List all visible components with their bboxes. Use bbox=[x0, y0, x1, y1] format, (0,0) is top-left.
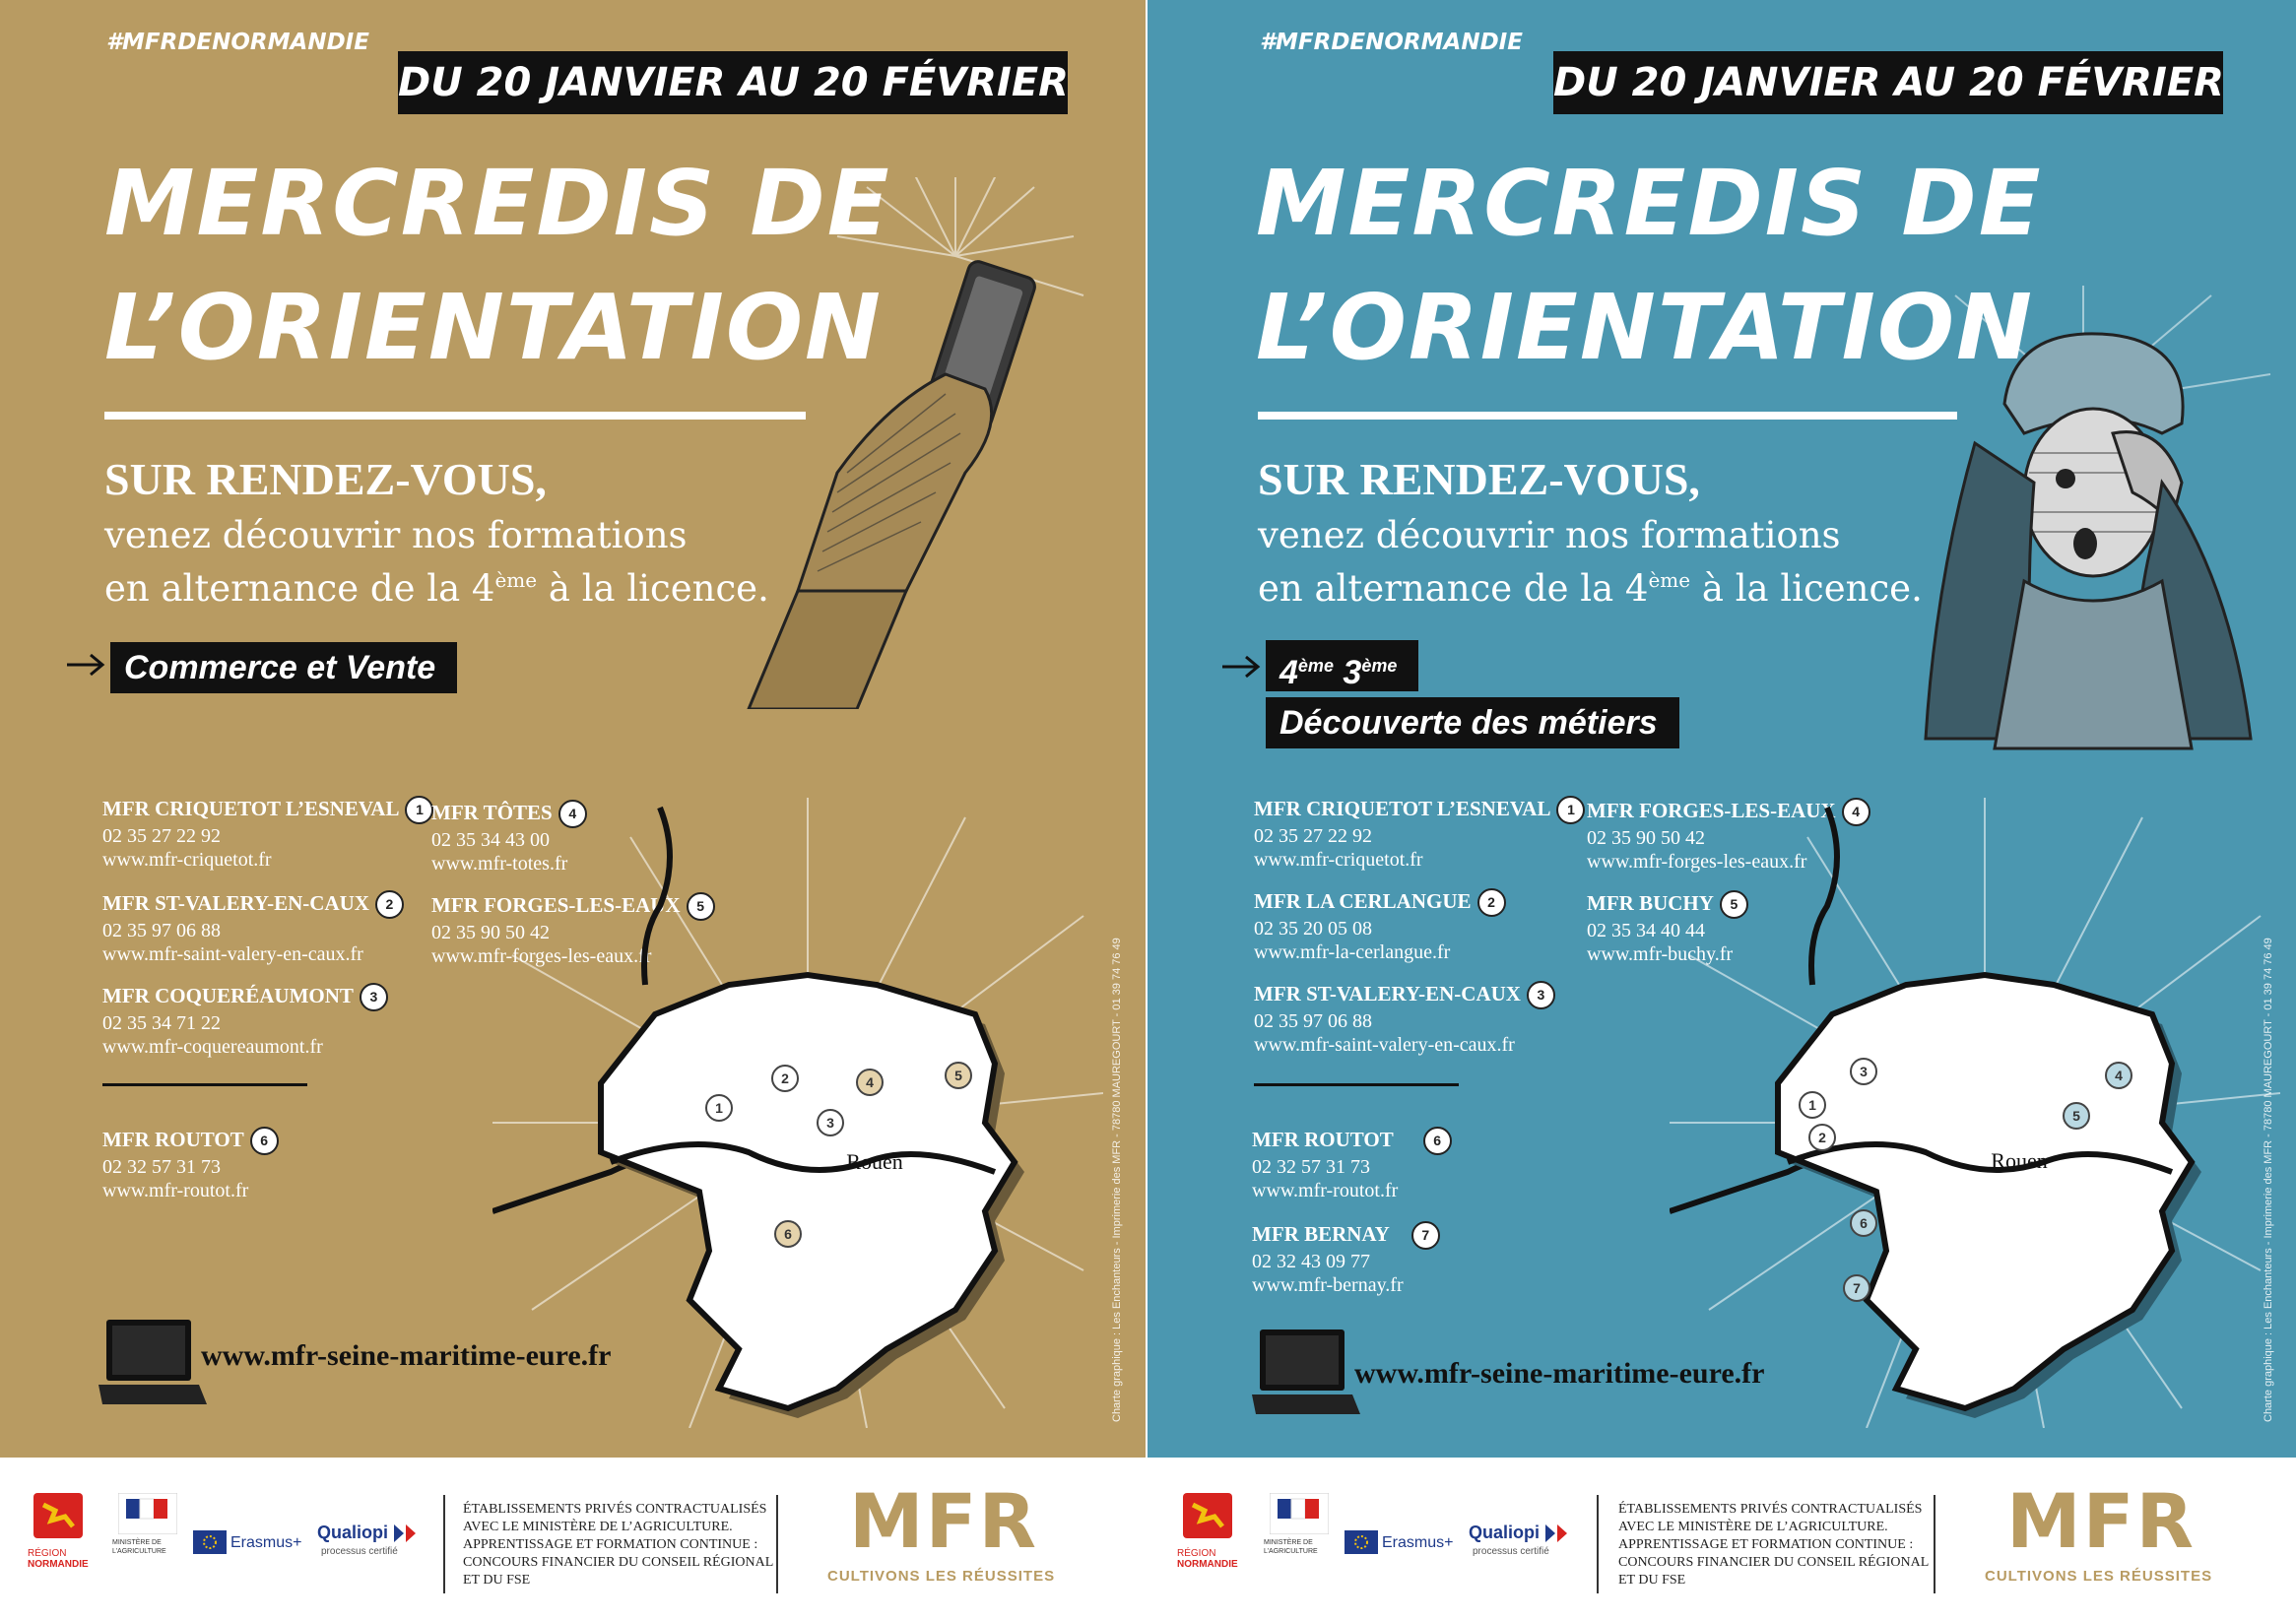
tag-grades bbox=[1266, 640, 1418, 691]
subtitle-appointment: SUR RENDEZ-VOUS, bbox=[104, 454, 547, 504]
contact-name: MFR CRIQUETOT L’ESNEVAL bbox=[1254, 797, 1551, 820]
contact-name: MFR LA CERLANGUE bbox=[1254, 889, 1472, 913]
map-marker-3: 3 bbox=[1860, 1064, 1868, 1079]
contact-name: MFR TÔTES bbox=[431, 801, 553, 824]
ministry-logo-icon bbox=[118, 1493, 177, 1534]
map-marker-2: 2 bbox=[1818, 1130, 1826, 1145]
contact-phone: 02 35 97 06 88 bbox=[102, 920, 221, 941]
qualiopi-arrows-icon bbox=[1545, 1524, 1569, 1542]
map-marker-4: 4 bbox=[2115, 1068, 2123, 1083]
map-marker-4: 4 bbox=[866, 1074, 874, 1090]
contact-name: MFR FORGES-LES-EAUX bbox=[1587, 799, 1836, 822]
contact-number-badge: 3 bbox=[360, 983, 388, 1011]
contact-website[interactable]: www.mfr-coquereaumont.fr bbox=[102, 1036, 323, 1058]
contact-phone: 02 35 20 05 08 bbox=[1254, 918, 1372, 940]
contact-phone: 02 35 90 50 42 bbox=[1587, 827, 1705, 849]
contact-website[interactable]: www.mfr-criquetot.fr bbox=[1254, 849, 1423, 871]
arrow-right-icon bbox=[1222, 652, 1262, 681]
contact-number-badge: 4 bbox=[558, 800, 587, 828]
hashtag: #MFRDENORMANDIE bbox=[106, 30, 369, 55]
contact-website[interactable]: www.mfr-routot.fr bbox=[1252, 1180, 1399, 1201]
tag-grade-3-sup: ème bbox=[1361, 656, 1398, 676]
eu-flag-icon bbox=[1345, 1530, 1378, 1554]
contact-routot bbox=[102, 1127, 279, 1202]
contact-phone: 02 35 34 43 00 bbox=[431, 829, 550, 851]
print-credit: Charte graphique : Les Enchanteurs - Imprimerie des MFR - 78780 MAUREGOURT - 01 39 74 76 49 bbox=[2263, 938, 2274, 1422]
legal-line: CONCOURS FINANCIER DU CONSEIL RÉGIONAL bbox=[1618, 1555, 1930, 1570]
footer-separator bbox=[1597, 1495, 1599, 1593]
mfr-tagline: CULTIVONS LES RÉUSSITES bbox=[1985, 1568, 2213, 1585]
region-label bbox=[28, 1548, 89, 1570]
subtitle-appointment: SUR RENDEZ-VOUS, bbox=[1258, 454, 1700, 504]
contact-st-valery bbox=[102, 890, 404, 966]
contact-number-badge: 2 bbox=[1477, 888, 1506, 917]
title-line-2: L’ORIENTATION bbox=[1256, 275, 2035, 380]
region-label-line-2: NORMANDIE bbox=[28, 1559, 89, 1570]
qualiopi-label: Qualiopi bbox=[1469, 1523, 1540, 1542]
ministry-logo-icon bbox=[1270, 1493, 1329, 1534]
region-label bbox=[1177, 1548, 1238, 1570]
contact-website[interactable]: www.mfr-forges-les-eaux.fr bbox=[1587, 851, 1807, 873]
subtitle-line-2-sup: ème bbox=[1648, 568, 1691, 592]
contact-website[interactable]: www.mfr-saint-valery-en-caux.fr bbox=[102, 943, 363, 965]
map-marker-7: 7 bbox=[1853, 1280, 1861, 1296]
subtitle-line-2-pre: en alternance de la 4 bbox=[104, 567, 495, 610]
print-credit: Charte graphique : Les Enchanteurs - Imprimerie des MFR - 78780 MAUREGOURT - 01 39 74 76 49 bbox=[1111, 938, 1123, 1422]
contact-phone: 02 35 34 40 44 bbox=[1587, 920, 1705, 941]
region-label-line-1: RÉGION bbox=[28, 1548, 67, 1559]
footer-separator bbox=[443, 1495, 445, 1593]
subtitle-line-2-post: à la licence. bbox=[1690, 567, 1923, 610]
contact-name: MFR BERNAY bbox=[1252, 1222, 1390, 1246]
contacts-divider bbox=[1254, 1083, 1459, 1086]
subtitle-line-2-sup: ème bbox=[494, 568, 538, 592]
legal-line: ÉTABLISSEMENTS PRIVÉS CONTRACTUALISÉS bbox=[463, 1502, 767, 1517]
eu-flag-icon bbox=[193, 1530, 227, 1554]
footer-separator bbox=[1934, 1495, 1935, 1593]
mfr-tagline: CULTIVONS LES RÉUSSITES bbox=[827, 1568, 1056, 1585]
contact-number-badge: 4 bbox=[1842, 798, 1870, 826]
arrow-right-icon bbox=[67, 650, 106, 680]
map-marker-6: 6 bbox=[1860, 1215, 1868, 1231]
normandy-map bbox=[1670, 798, 2280, 1428]
contact-name: MFR COQUERÉAUMONT bbox=[102, 984, 354, 1007]
date-banner: DU 20 JANVIER AU 20 FÉVRIER bbox=[398, 51, 1068, 114]
erasmus-label: Erasmus+ bbox=[230, 1534, 302, 1551]
title-line-2: L’ORIENTATION bbox=[104, 275, 884, 380]
subtitle-line-1: venez découvrir nos formations bbox=[1258, 514, 1841, 556]
main-website[interactable]: www.mfr-seine-maritime-eure.fr bbox=[201, 1339, 612, 1372]
title-line-1: MERCREDIS DE bbox=[1256, 151, 2043, 256]
contact-number-badge: 5 bbox=[687, 892, 715, 921]
contact-phone: 02 35 27 22 92 bbox=[1254, 825, 1372, 847]
map-city-label: Rouen bbox=[1991, 1148, 2048, 1173]
contact-phone: 02 35 97 06 88 bbox=[1254, 1010, 1372, 1032]
legal-line: AVEC LE MINISTÈRE DE L’AGRICULTURE. bbox=[463, 1520, 733, 1534]
region-label-line-1: RÉGION bbox=[1177, 1548, 1216, 1559]
flyer-commerce-vente bbox=[0, 0, 1146, 1621]
subtitle-line-2 bbox=[104, 567, 769, 610]
contact-phone: 02 35 90 50 42 bbox=[431, 922, 550, 943]
contact-la-cerlangue bbox=[1254, 888, 1506, 964]
contact-criquetot bbox=[1254, 796, 1585, 872]
contact-name: MFR BUCHY bbox=[1587, 891, 1714, 915]
region-normandie-logo-icon bbox=[1183, 1493, 1232, 1538]
legal-line: AVEC LE MINISTÈRE DE L’AGRICULTURE. bbox=[1618, 1520, 1888, 1534]
map-marker-2: 2 bbox=[781, 1070, 789, 1086]
mfr-logo: MFR bbox=[2006, 1477, 2197, 1565]
contact-number-badge: 3 bbox=[1527, 981, 1555, 1009]
contact-phone: 02 32 57 31 73 bbox=[102, 1156, 221, 1178]
contact-website[interactable]: www.mfr-saint-valery-en-caux.fr bbox=[1254, 1034, 1515, 1056]
legal-line: ÉTABLISSEMENTS PRIVÉS CONTRACTUALISÉS bbox=[1618, 1502, 1923, 1517]
contact-name: MFR ROUTOT bbox=[1252, 1128, 1394, 1151]
legal-line: APPRENTISSAGE ET FORMATION CONTINUE : bbox=[1618, 1537, 1914, 1552]
contact-number-badge: 2 bbox=[375, 890, 404, 919]
contact-phone: 02 35 27 22 92 bbox=[102, 825, 221, 847]
legal-line: CONCOURS FINANCIER DU CONSEIL RÉGIONAL bbox=[463, 1555, 774, 1570]
footer bbox=[0, 1458, 1146, 1621]
title-underline bbox=[1258, 412, 1957, 420]
qualiopi-sub: processus certifié bbox=[321, 1546, 398, 1557]
title-line-1: MERCREDIS DE bbox=[104, 151, 891, 256]
laptop-icon bbox=[1252, 1326, 1360, 1420]
footer bbox=[1148, 1458, 2296, 1621]
title-underline bbox=[104, 412, 806, 420]
subtitle-line-2 bbox=[1258, 567, 1923, 610]
normandy-map bbox=[492, 798, 1103, 1428]
legal-line: APPRENTISSAGE ET FORMATION CONTINUE : bbox=[463, 1537, 758, 1552]
map-marker-6: 6 bbox=[784, 1226, 792, 1242]
ministry-label: MINISTÈRE DE L’AGRICULTURE bbox=[1264, 1539, 1318, 1555]
legal-text bbox=[1618, 1501, 1929, 1589]
contact-website[interactable]: www.mfr-la-cerlangue.fr bbox=[1254, 941, 1451, 963]
date-banner: DU 20 JANVIER AU 20 FÉVRIER bbox=[1553, 51, 2223, 114]
ministry-label: MINISTÈRE DE L’AGRICULTURE bbox=[112, 1539, 166, 1555]
legal-line: ET DU FSE bbox=[463, 1573, 531, 1588]
subtitle-line-2-post: à la licence. bbox=[537, 567, 769, 610]
contact-name: MFR FORGES-LES-EAUX bbox=[431, 893, 681, 917]
contact-bernay bbox=[1252, 1221, 1440, 1297]
tag-commerce-vente: Commerce et Vente bbox=[110, 642, 457, 693]
contact-website[interactable]: www.mfr-criquetot.fr bbox=[102, 849, 272, 871]
region-label-line-2: NORMANDIE bbox=[1177, 1559, 1238, 1570]
contact-phone: 02 32 57 31 73 bbox=[1252, 1156, 1370, 1178]
contact-website[interactable]: www.mfr-forges-les-eaux.fr bbox=[431, 945, 652, 967]
map-marker-5: 5 bbox=[2072, 1108, 2080, 1124]
legal-text bbox=[463, 1501, 773, 1589]
contact-website[interactable]: www.mfr-buchy.fr bbox=[1587, 943, 1734, 965]
map-marker-3: 3 bbox=[826, 1115, 834, 1131]
region-normandie-logo-icon bbox=[33, 1493, 83, 1538]
contact-website[interactable]: www.mfr-bernay.fr bbox=[1252, 1274, 1404, 1296]
contact-name: MFR CRIQUETOT L’ESNEVAL bbox=[102, 797, 400, 820]
contact-number-badge: 1 bbox=[1556, 796, 1585, 824]
contact-number-badge: 7 bbox=[1411, 1221, 1440, 1250]
footer-separator bbox=[776, 1495, 778, 1593]
contact-number-badge: 6 bbox=[250, 1127, 279, 1155]
laptop-icon bbox=[98, 1316, 207, 1410]
contacts-divider bbox=[102, 1083, 307, 1086]
hashtag: #MFRDENORMANDIE bbox=[1260, 30, 1523, 55]
contact-name: MFR ST-VALERY-EN-CAUX bbox=[1254, 982, 1521, 1005]
subtitle-line-1: venez découvrir nos formations bbox=[104, 514, 688, 556]
tag-grade-3: 3 bbox=[1343, 654, 1362, 691]
subtitle-line-2-pre: en alternance de la 4 bbox=[1258, 567, 1649, 610]
contact-phone: 02 35 34 71 22 bbox=[102, 1012, 221, 1034]
contact-website[interactable]: www.mfr-totes.fr bbox=[431, 853, 568, 875]
qualiopi-sub: processus certifié bbox=[1473, 1546, 1549, 1557]
mfr-logo: MFR bbox=[849, 1477, 1039, 1565]
flyer-decouverte-metiers bbox=[1148, 0, 2296, 1621]
legal-line: ET DU FSE bbox=[1618, 1573, 1686, 1588]
map-marker-5: 5 bbox=[954, 1068, 962, 1083]
contact-st-valery bbox=[1254, 981, 1555, 1057]
contact-number-badge: 6 bbox=[1423, 1127, 1452, 1155]
contact-criquetot bbox=[102, 796, 433, 872]
contact-phone: 02 32 43 09 77 bbox=[1252, 1251, 1370, 1272]
tag-decouverte-metiers: Découverte des métiers bbox=[1266, 697, 1679, 748]
qualiopi-label: Qualiopi bbox=[317, 1523, 388, 1542]
map-marker-1: 1 bbox=[715, 1100, 723, 1116]
tag-grade-4: 4 bbox=[1279, 654, 1298, 691]
qualiopi-arrows-icon bbox=[394, 1524, 418, 1542]
contact-name: MFR ST-VALERY-EN-CAUX bbox=[102, 891, 369, 915]
erasmus-label: Erasmus+ bbox=[1382, 1534, 1454, 1551]
contact-website[interactable]: www.mfr-routot.fr bbox=[102, 1180, 249, 1201]
contact-number-badge: 1 bbox=[405, 796, 433, 824]
tag-grade-4-sup: ème bbox=[1297, 656, 1334, 676]
map-marker-1: 1 bbox=[1808, 1097, 1816, 1113]
contact-name: MFR ROUTOT bbox=[102, 1128, 244, 1151]
main-website[interactable]: www.mfr-seine-maritime-eure.fr bbox=[1354, 1357, 1765, 1390]
contact-number-badge: 5 bbox=[1720, 890, 1748, 919]
contact-coquereaumont bbox=[102, 983, 388, 1059]
map-city-label: Rouen bbox=[846, 1149, 903, 1174]
contact-routot bbox=[1252, 1127, 1452, 1202]
